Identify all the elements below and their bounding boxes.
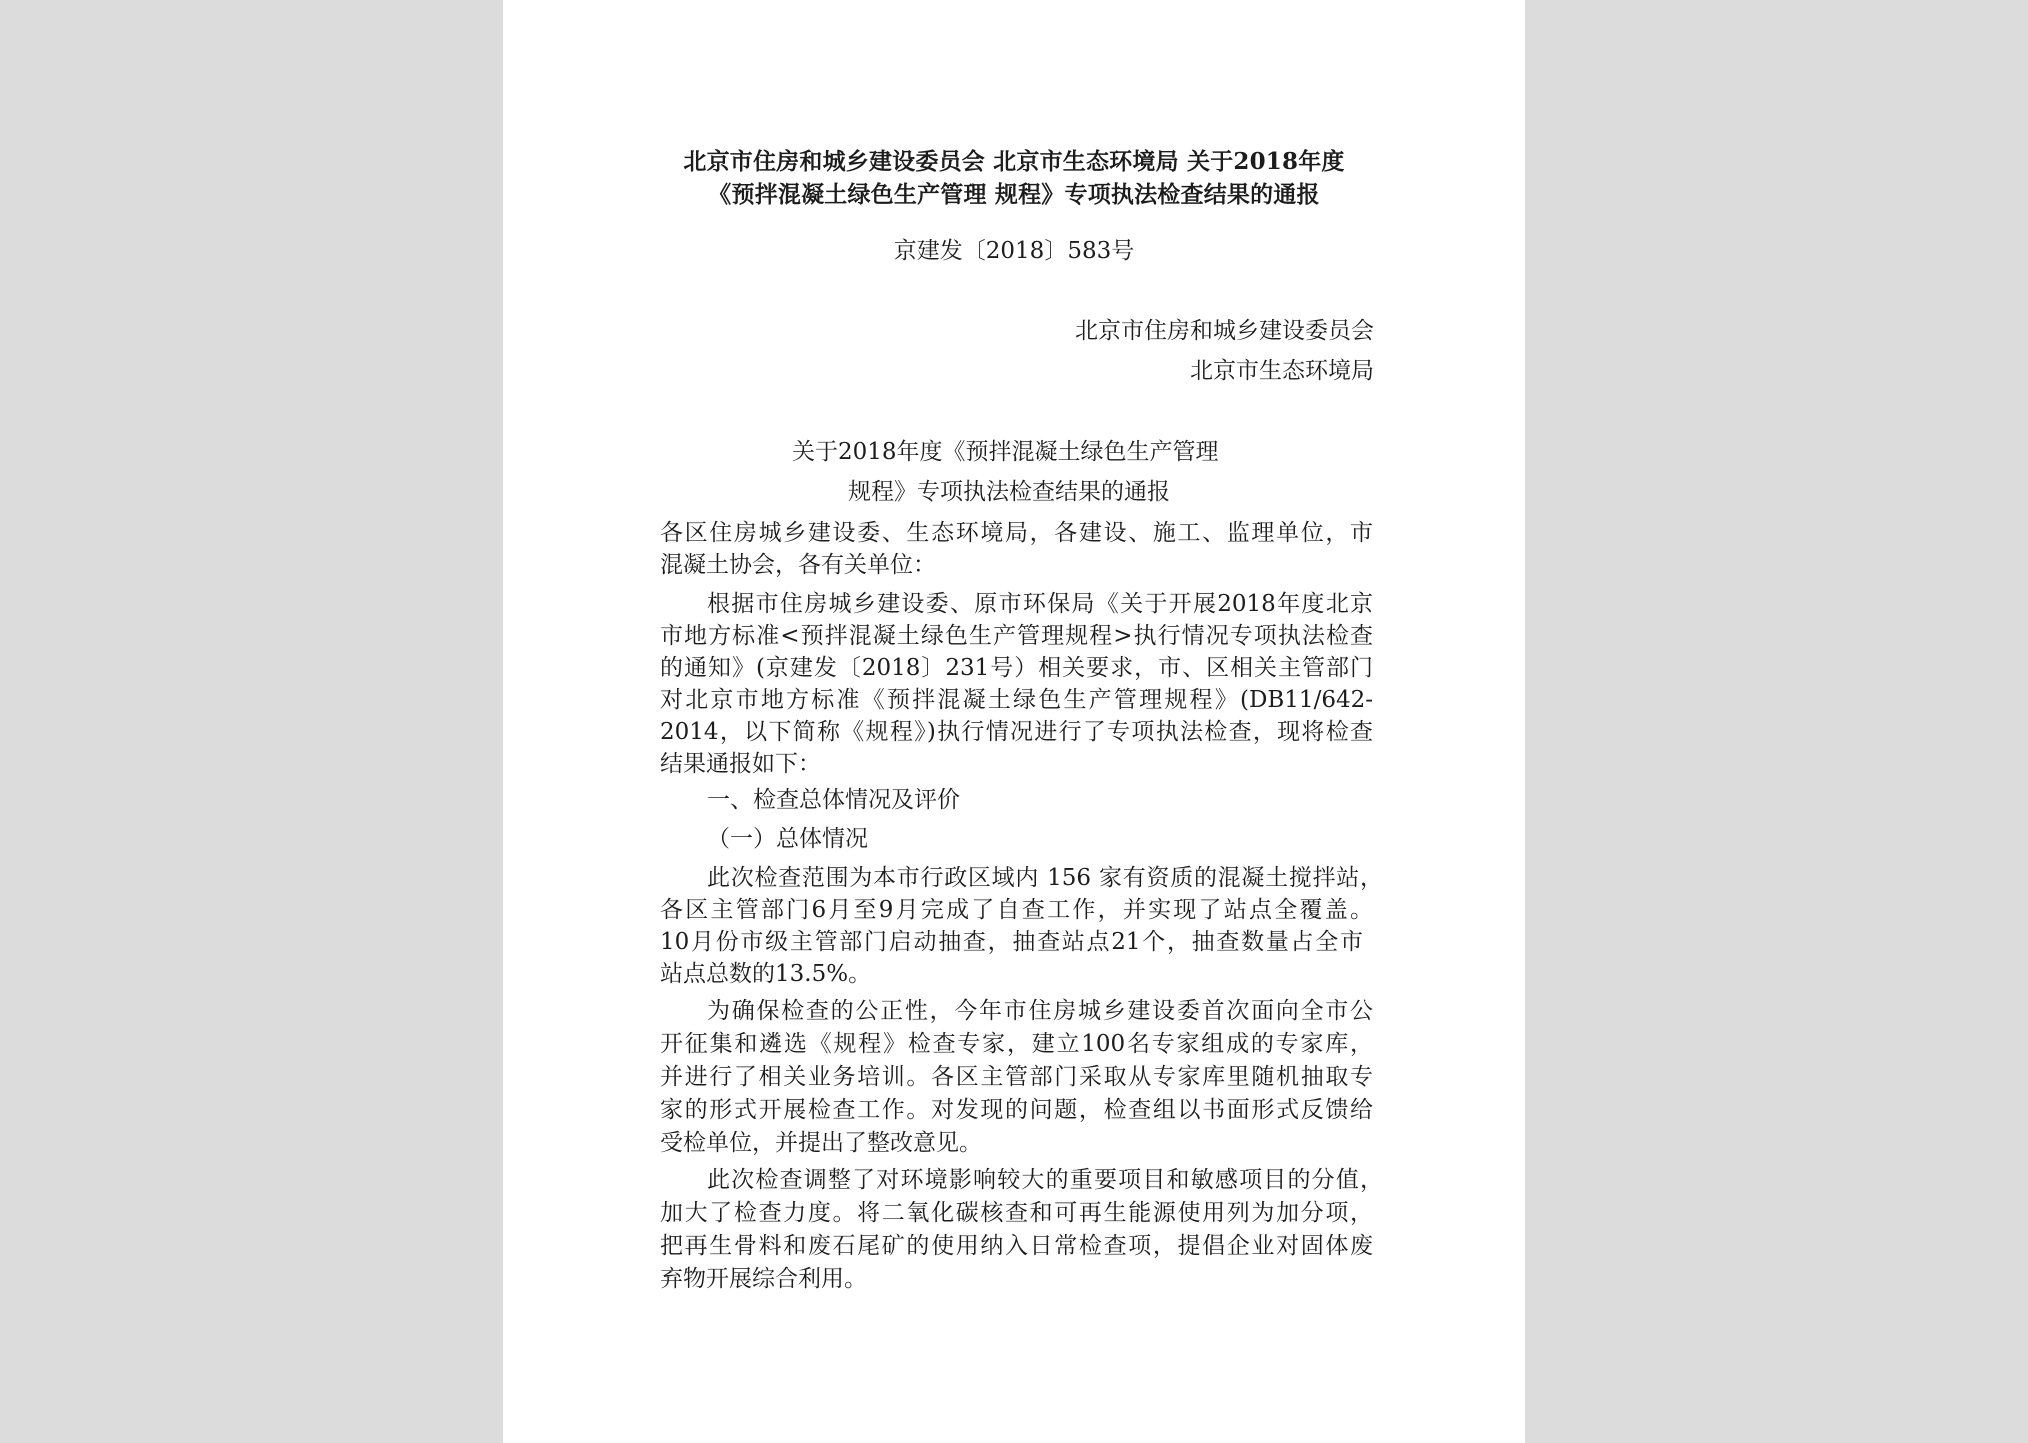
paragraph-line: 各区主管部门6月至9月完成了自查工作，并实现了站点全覆盖。 bbox=[660, 897, 1373, 923]
notice-title-line-2: 规程》专项执法检查结果的通报 bbox=[848, 479, 1170, 505]
subsection-heading: （一）总体情况 bbox=[707, 826, 868, 852]
issuer-2: 北京市生态环境局 bbox=[1190, 358, 1374, 384]
paragraph-line: 此次检查调整了对环境影响较大的重要项目和敏感项目的分值， bbox=[707, 1167, 1383, 1193]
paragraph-line: 受检单位，并提出了整改意见。 bbox=[660, 1130, 982, 1156]
paragraph-line: 根据市住房城乡建设委、原市环保局《关于开展2018年度北京 bbox=[707, 591, 1373, 617]
paragraph-line: 对北京市地方标准《预拌混凝土绿色生产管理规程》(DB11/642- bbox=[660, 687, 1373, 713]
paragraph-line: 的通知》(京建发〔2018〕231号）相关要求，市、区相关主管部门 bbox=[660, 655, 1373, 681]
paragraph-line: 为确保检查的公正性，今年市住房城乡建设委首次面向全市公 bbox=[707, 998, 1373, 1024]
paragraph-line: 2014，以下简称《规程》)执行情况进行了专项执法检查，现将检查 bbox=[660, 719, 1373, 745]
document-number: 京建发〔2018〕583号 bbox=[893, 238, 1135, 264]
issuer-1: 北京市住房和城乡建设委员会 bbox=[1075, 318, 1374, 344]
paragraph-line: 弃物开展综合利用。 bbox=[660, 1266, 867, 1292]
paragraph-line: 市地方标准<预拌混凝土绿色生产管理规程>执行情况专项执法检查 bbox=[660, 623, 1373, 649]
paragraph-line: 10月份市级主管部门启动抽查，抽查站点21个，抽查数量占全市 bbox=[660, 929, 1363, 955]
notice-title-line-1: 关于2018年度《预拌混凝土绿色生产管理 bbox=[792, 439, 1219, 465]
document-title-line-2: 《预拌混凝土绿色生产管理 规程》专项执法检查结果的通报 bbox=[708, 181, 1320, 208]
paragraph-line: 加大了检查力度。将二氧化碳核查和可再生能源使用列为加分项， bbox=[660, 1200, 1373, 1226]
document-title-line-1: 北京市住房和城乡建设委员会 北京市生态环境局 关于2018年度 bbox=[683, 148, 1345, 175]
paragraph-line: 家的形式开展检查工作。对发现的问题，检查组以书面形式反馈给 bbox=[660, 1097, 1373, 1123]
paragraph-line: 并进行了相关业务培训。各区主管部门采取从专家库里随机抽取专 bbox=[660, 1064, 1373, 1090]
paragraph-line: 把再生骨料和废石尾矿的使用纳入日常检查项，提倡企业对固体废 bbox=[660, 1233, 1373, 1259]
addressee-line: 混凝土协会，各有关单位： bbox=[660, 552, 936, 578]
paragraph-line: 结果通报如下： bbox=[660, 751, 821, 777]
document-page bbox=[503, 0, 1525, 1443]
section-heading: 一、检查总体情况及评价 bbox=[707, 787, 960, 813]
paragraph-line: 开征集和遴选《规程》检查专家，建立100名专家组成的专家库， bbox=[660, 1031, 1373, 1057]
paragraph-line: 站点总数的13.5%。 bbox=[660, 961, 872, 987]
paragraph-line: 此次检查范围为本市行政区域内 156 家有资质的混凝土搅拌站， bbox=[707, 865, 1383, 891]
addressee-line: 各区住房城乡建设委、生态环境局，各建设、施工、监理单位，市 bbox=[660, 520, 1373, 546]
